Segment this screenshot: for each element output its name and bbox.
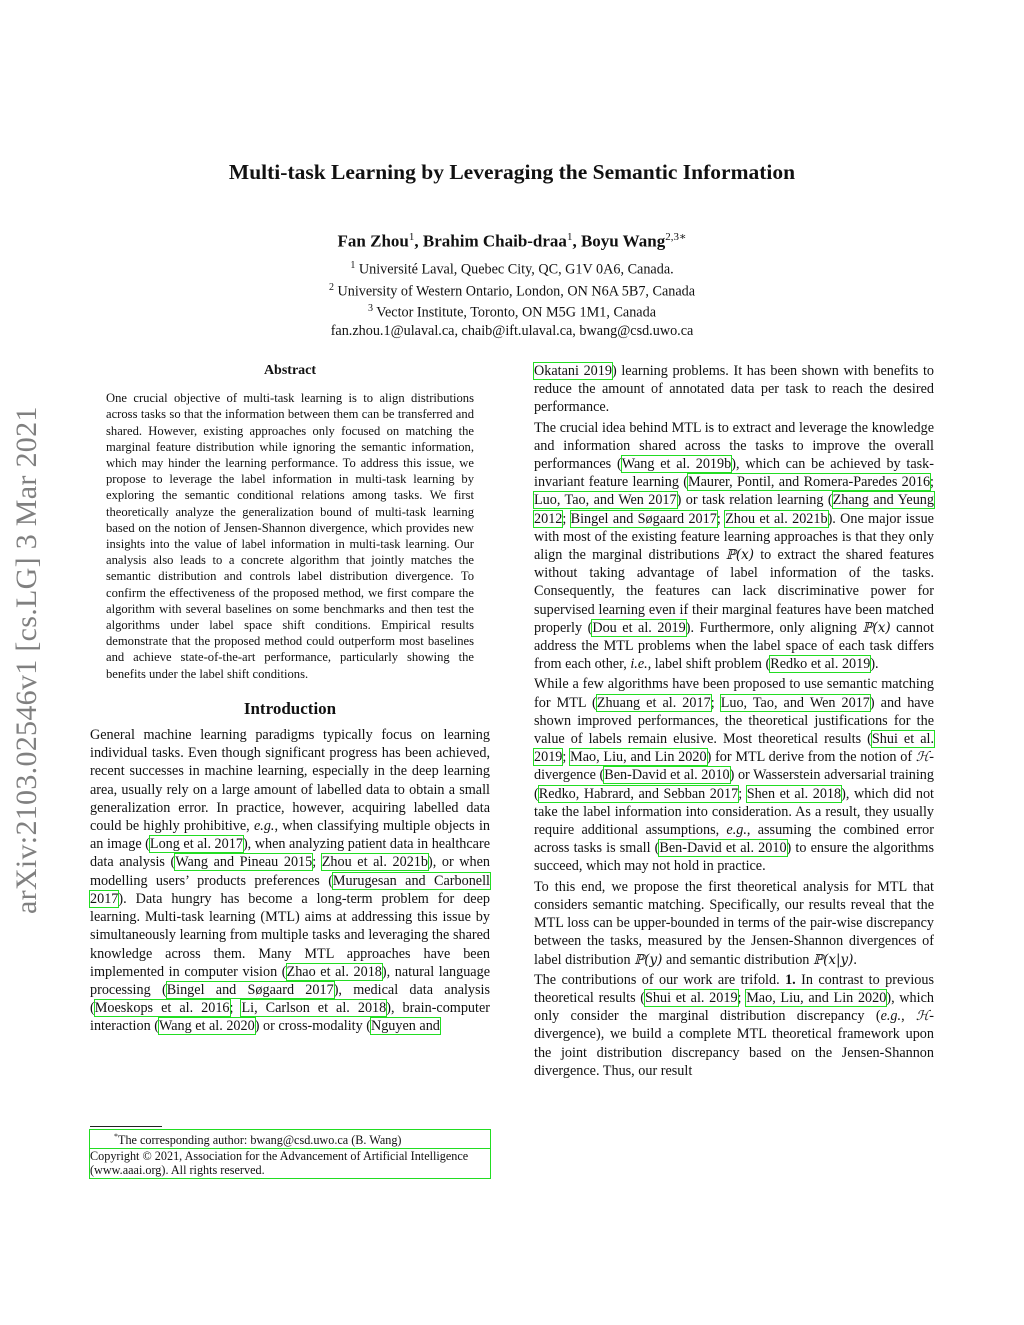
math-expression: ℋ [915, 1008, 930, 1025]
body-paragraph: While a few algorithms have been proposed to use semantic matching for MTL (Zhuang et al. 2017; Luo, Tao, and Wen 2017) and have shown improved performances, the theoretical justifications for the value of labels remain elusive. Most theoretical results (Shui et al. 2019; Mao, Liu, and Lin 2020) for MTL derive from the notion of ℋ-divergence (Ben-David et al. 2010) or Wasserstein adversarial training (Redko, Habrard, and Sebban 2017; Shen et al. 2018), which did not take the label information into consideration. As a result, they usually require additional assumptions, e.g., assuming the combined error across tasks is small (Ben-David et al. 2010) to ensure the algorithms succeed, which may not hold in practice. [534, 676, 934, 875]
citation-link[interactable]: Zhou et al. 2021b [725, 510, 828, 527]
citation-link[interactable]: Wang and Pineau 2015 [175, 854, 313, 871]
citation-link[interactable]: Luo, Tao, and Wen 2017 [720, 694, 870, 711]
math-expression: ℙ(x|y) [812, 951, 854, 968]
affiliation-sup: 2 [328, 281, 334, 293]
citation-link[interactable]: Murugesan and Carbonell 2017 [90, 872, 490, 907]
citation-link[interactable]: Moeskops et al. 2016 [94, 1000, 230, 1017]
arxiv-stamp: arXiv:2103.02546v1 [cs.LG] 3 Mar 2021 [10, 406, 43, 914]
citation-link[interactable]: Wang et al. 2020 [158, 1018, 255, 1035]
abstract-text: One crucial objective of multi-task learning is to align distributions across tasks so that the information between them can be transferred and shared. However, existing approaches only focused on matching the marginal feature distribution while ignoring the semantic information, which may hinder the learning performance. To address this issue, we propose to leverage the label information in multi-task learning by exploring the semantic conditional relations among tasks. We first theoretically analyze the generalization bound of multi-task learning based on the notion of Jensen-Shannon divergence, which provides new insights into the value of label information in multi-task learning. Our analysis also leads to a concrete algorithm that jointly matches the semantic distribution and controls label distribution divergence. To confirm the effectiveness of the proposed method, we first compare the algorithm with several baselines on some benchmarks and then test the algorithms under label space shift conditions. Empirical results demonstrate that the proposed method could outperform most baselines and achieve state-of-the-art performance, particularly showing the benefits under the label shift conditions. [106, 391, 474, 681]
author-list: Fan Zhou$^1$, Brahim Chaib-draa$^1$, Boyu Wang$^{2,3∗}$ [337, 231, 687, 251]
citation-link[interactable]: Redko, Habrard, and Sebban 2017 [538, 785, 739, 802]
citation-link[interactable]: Nguyen and [370, 1018, 440, 1035]
left-column [90, 362, 490, 1036]
affiliation-line [90, 257, 934, 279]
citation-link[interactable]: Luo, Tao, and Wen 2017 [534, 492, 677, 509]
citation-link[interactable]: Shen et al. 2018 [746, 785, 842, 802]
citation-link[interactable]: Zhang and Yeung 2012 [534, 492, 934, 527]
math-expression: ℙ(x) [725, 547, 755, 564]
affiliations [90, 257, 934, 340]
citation-link[interactable]: Shui et al. 2019 [534, 731, 934, 766]
abstract-heading: Abstract [263, 363, 317, 378]
citation-link[interactable]: Redko et al. 2019 [770, 656, 871, 673]
affiliation-text: Vector Institute, Toronto, ON M5G 1M1, Canada [376, 305, 656, 322]
citation-link[interactable]: Wang et al. 2019b [621, 456, 732, 473]
affiliation-line [90, 300, 934, 322]
affiliation-sup: 1 [350, 260, 356, 271]
citation-link[interactable]: Long et al. 2017 [149, 836, 243, 853]
citation-link[interactable]: Ben-David et al. 2010 [659, 840, 787, 857]
citation-link[interactable]: Bingel and Søgaard 2017 [570, 510, 717, 527]
author-name: Boyu Wang [580, 231, 666, 251]
citation-link[interactable]: Li, Carlson et al. 2018 [241, 1000, 387, 1017]
citation-link[interactable]: Zhou et al. 2021b [321, 854, 428, 871]
corresponding-author-note[interactable]: *The corresponding author: bwang@csd.uwo.ca (B. Wang) [90, 1130, 490, 1148]
math-expression: ℋ [915, 749, 930, 766]
footnote-rule [90, 1126, 162, 1127]
author-affil-sup: 1 [566, 231, 573, 243]
right-column [534, 362, 934, 1080]
citation-link[interactable]: Dou et al. 2019 [592, 619, 686, 636]
citation-link[interactable]: Bingel and Søgaard 2017 [166, 981, 334, 998]
citation-link[interactable]: Okatani 2019 [534, 363, 612, 379]
author-name: Brahim Chaib-draa [422, 231, 567, 251]
author-affil-sup: 1 [408, 231, 415, 243]
math-expression: ℙ(x) [862, 619, 891, 636]
intro-paragraph: General machine learning paradigms typically focus on learning individual tasks. Even though significant progress has been achieved, recent successes in machine learning, especially in the deep learning area, usually rely on a large amount of labelled data to obtain a small generalization error. In practice, however, acquiring labelled data could be highly prohibitive, e.g., when classifying multiple objects in an image (Long et al. 2017), when analyzing patient data in healthcare data analysis (Wang and Pineau 2015; Zhou et al. 2021b), or when modelling users’ products preferences (Murugesan and Carbonell 2017). Data hungry has become a long-term problem for deep learning. Multi-task learning (MTL) aims at addressing this issue by simultaneously learning from multiple tasks and leveraging the shared knowledge across them. Many MTL approaches have been implemented in computer vision (Zhao et al. 2018), natural language processing (Bingel and Søgaard 2017), medical data analysis (Moeskops et al. 2016; Li, Carlson et al. 2018), brain-computer interaction (Wang et al. 2020) or cross-modality (Nguyen and [90, 727, 491, 1035]
citation-link[interactable]: Ben-David et al. 2010 [604, 767, 730, 784]
author-affil-sup: 2,3∗ [665, 231, 687, 243]
citation-link[interactable]: Mao, Liu, and Lin 2020 [570, 749, 707, 766]
citation-link[interactable]: Zhuang et al. 2017 [596, 694, 711, 711]
citation-link[interactable]: Mao, Liu, and Lin 2020 [746, 989, 887, 1006]
introduction-heading: Introduction [243, 698, 337, 718]
math-expression: ℙ(y) [634, 951, 663, 968]
affiliation-sup: 3 [368, 303, 373, 315]
citation-link[interactable]: Zhao et al. 2018 [286, 963, 382, 980]
author-emails: fan.zhou.1@ulaval.ca, chaib@ift.ulaval.ca, bwang@csd.uwo.ca [330, 323, 694, 340]
body-paragraph: To this end, we propose the first theoretical analysis for MTL that considers semantic matching. Specifically, our results reveal that the MTL loss can be upper-bounded in terms of the pair-wise discrepancy between the tasks, measured by the Jensen-Shannon divergences of label distribution ℙ(y) and semantic distribution ℙ(x|y). [534, 878, 934, 968]
affiliation-text: Université Laval, Quebec City, QC, G1V 0A6, Canada. [358, 261, 674, 278]
citation-link[interactable]: Maurer, Pontil, and Romera-Paredes 2016 [687, 474, 931, 491]
body-paragraph: The contributions of our work are trifold. 1. In contrast to previous theoretical results (Shui et al. 2019; Mao, Liu, and Lin 2020), which only consider the marginal distribution discrepancy (e.g., ℋ-divergence), we build a complete MTL theoretical framework upon the joint distribution discrepancy based on the Jensen-Shannon divergence. Thus, our result [534, 971, 934, 1079]
citation-link[interactable]: Shui et al. 2019 [645, 989, 738, 1006]
body-paragraph: Okatani 2019) learning problems. It has been shown with benefits to reduce the amount of annotated data per task to reach the desired performance. [534, 363, 934, 416]
affiliation-line [90, 279, 934, 301]
footnote [90, 1130, 490, 1178]
body-paragraph: The crucial idea behind MTL is to extract and leverage the knowledge and information shared across the tasks to improve the overall performances (Wang et al. 2019b), which can be achieved by task-invariant feature learning (Maurer, Pontil, and Romera-Paredes 2016; Luo, Tao, and Wen 2017) or task relation learning (Zhang and Yeung 2012; Bingel and Søgaard 2017; Zhou et al. 2021b). One major issue with most of the existing feature learning approaches is that they only align the marginal distributions ℙ(x) to extract the shared features without taking advantage of label information of the tasks. Consequently, the features can lack discriminative power for supervised learning even if their marginal features have been matched properly (Dou et al. 2019). Furthermore, only aligning ℙ(x) cannot address the MTL problems when the label space of each task differs from each other, i.e., label shift problem (Redko et al. 2019). [534, 419, 934, 673]
affiliation-text: University of Western Ontario, London, ON N6A 5B7, Canada [337, 283, 696, 300]
paper-title: Multi-task Learning by Leveraging the Semantic Information [228, 160, 796, 184]
author-name: Fan Zhou [337, 231, 409, 251]
copyright-note[interactable]: Copyright © 2021, Association for the Advancement of Artificial Intelligence (www.aaai.org). All rights reserved. [90, 1149, 490, 1178]
